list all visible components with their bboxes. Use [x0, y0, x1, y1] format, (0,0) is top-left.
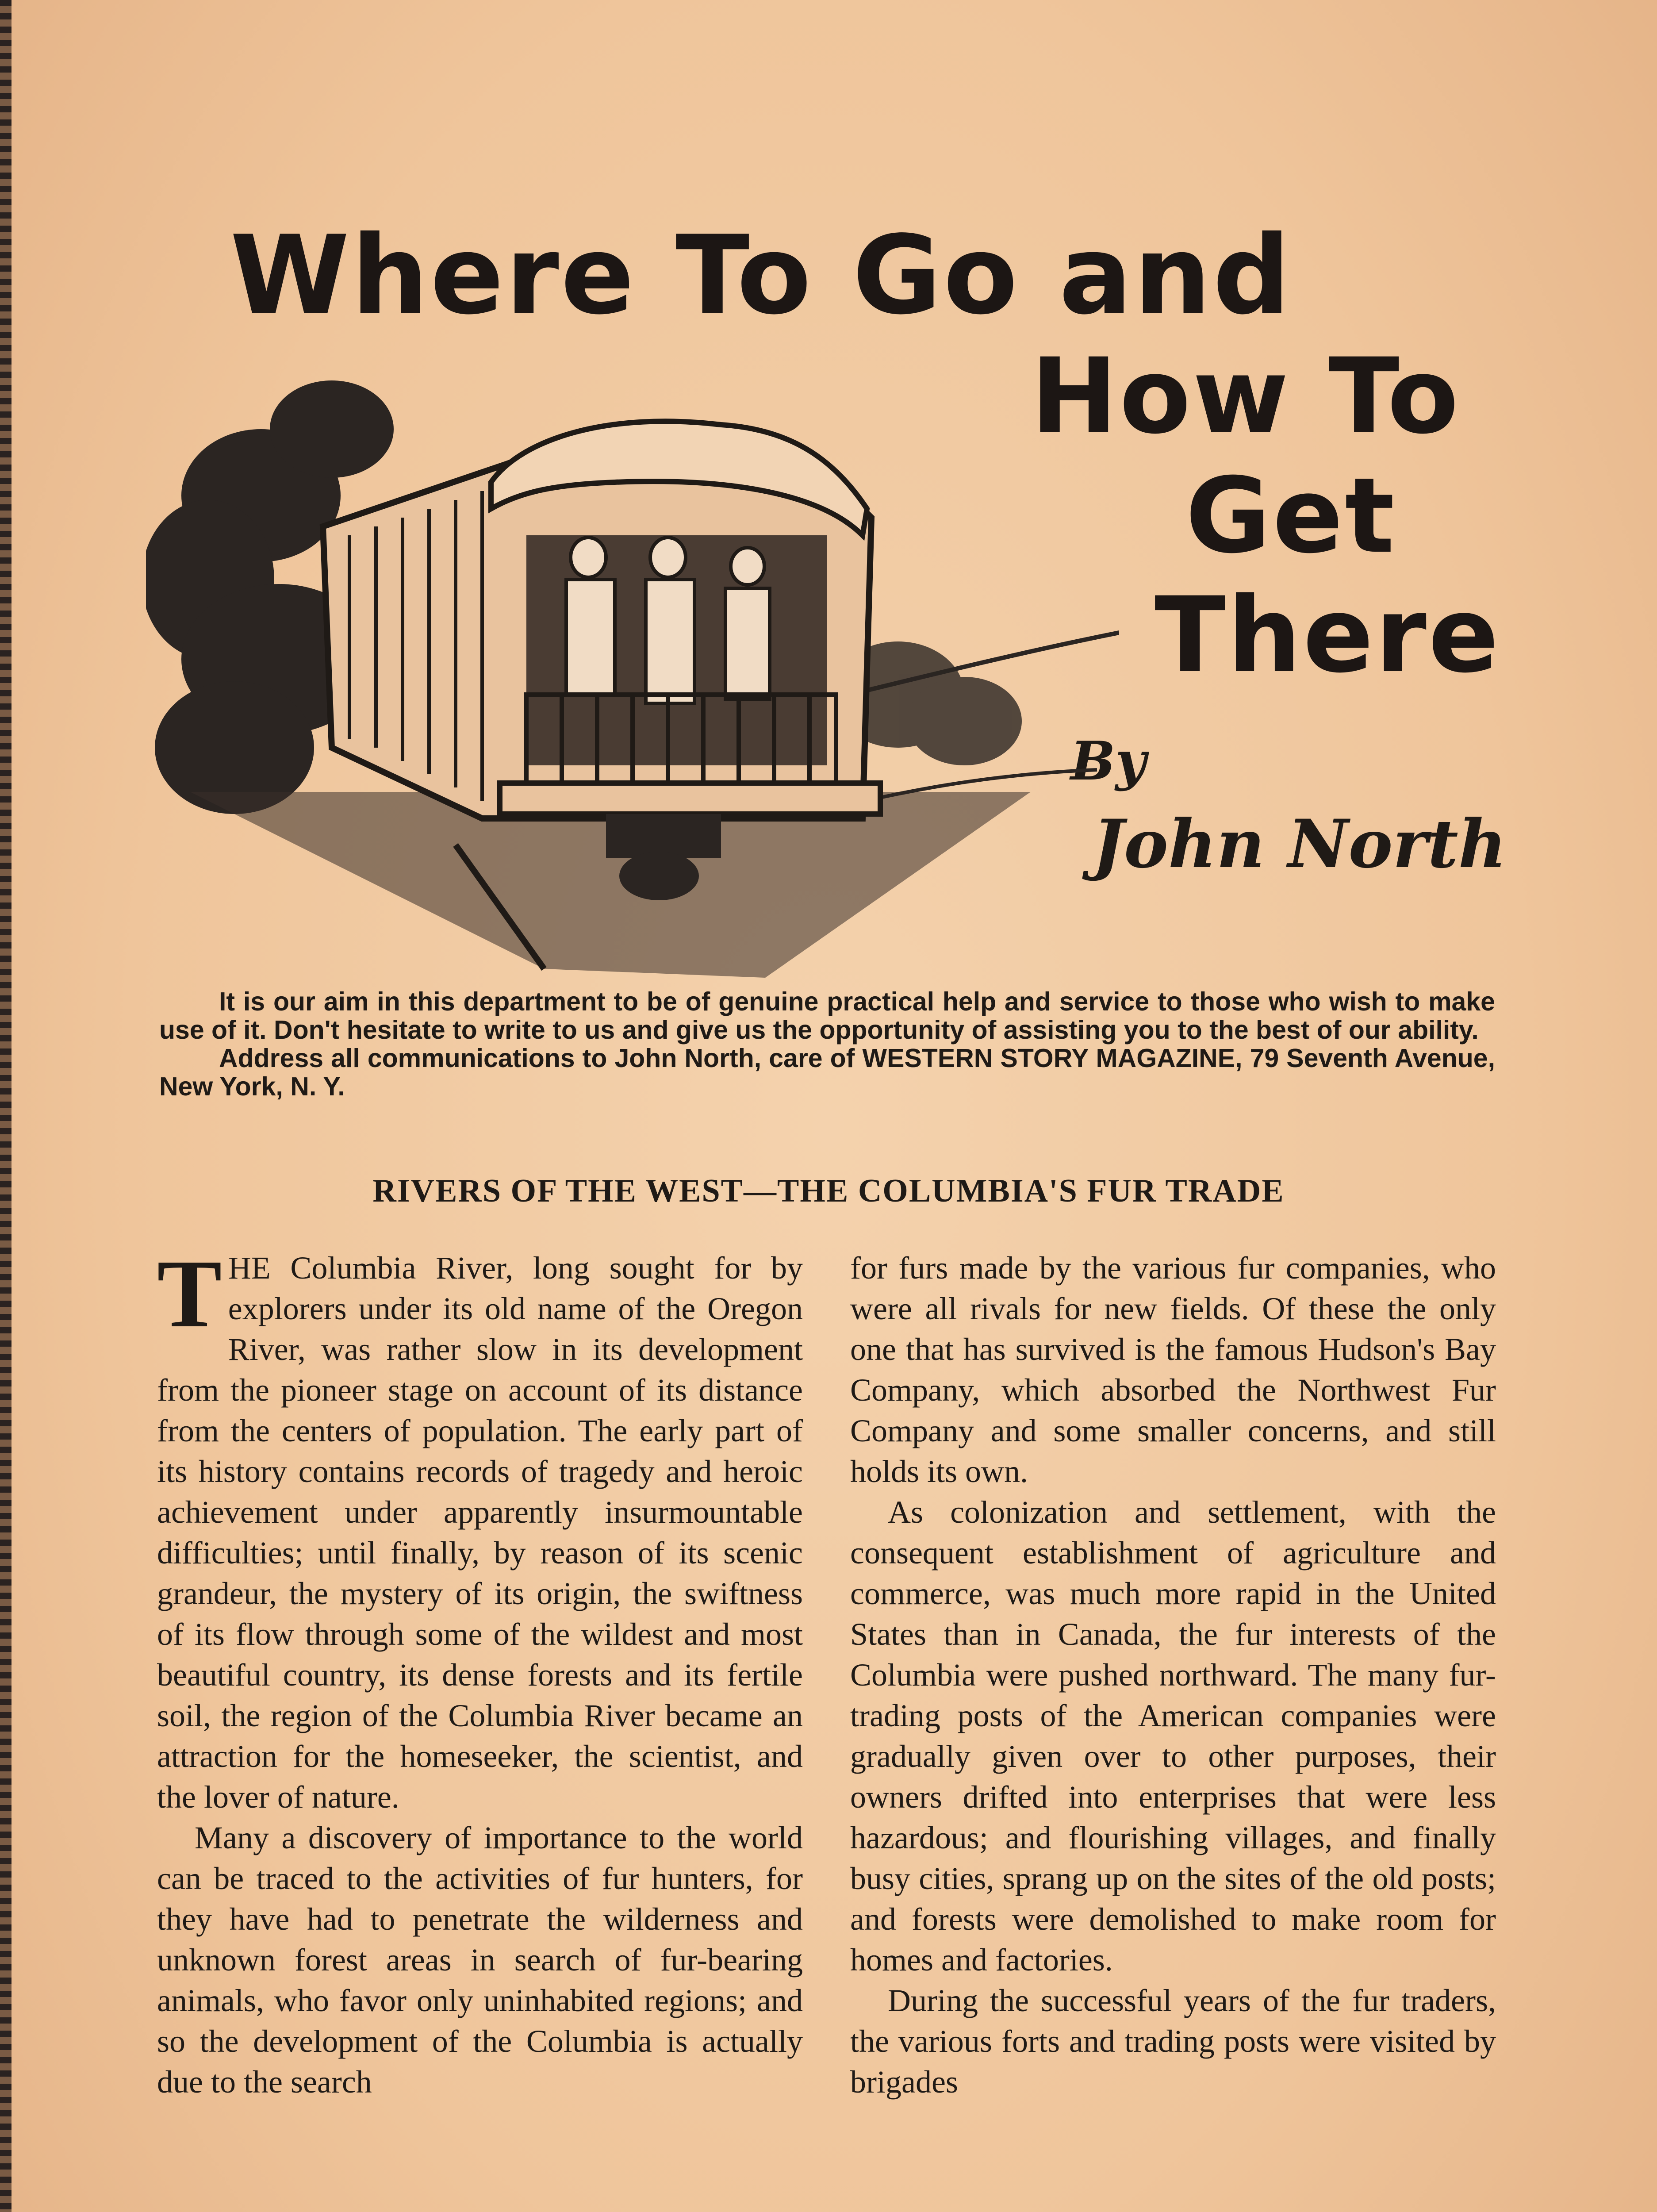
title-line-1: Where To Go and [230, 212, 1293, 338]
article-paragraph: for furs made by the various fur companies, who were all rivals for new fields. Of these the only one that has survived is the famous Hudson's Bay Company, which absorbed the Northwest Fur Company and some smaller concerns, and still holds its own. [850, 1250, 1496, 1489]
drop-cap: T [157, 1240, 222, 1348]
article-heading: RIVERS OF THE WEST—THE COLUMBIA'S FUR TRADE [372, 1173, 1285, 1209]
intro-paragraph: It is our aim in this department to be of genuine practical help and service to those who wish to make use of it. Don't hesitate to write to us and give us the opportunity of assisting you to the best of our ability. [159, 987, 1495, 1045]
byline-author: John North [1093, 805, 1507, 883]
title-line-3: Get [1185, 456, 1396, 576]
byline-by: By [1070, 730, 1147, 792]
article-paragraph: As colonization and settlement, with the consequent establishment of agriculture and commerce, was much more rapid in the United States than in Canada, the fur interests of the Columbia were pushed northward. The many fur-trading posts of the American companies were gradually given over to other purposes, their owners drifted into enterprises that were less hazardous; and flourishing villages, and finally busy cities, sprang up on the sites of the old posts; and forests were demolished to make room for homes and factories. [850, 1494, 1496, 1978]
train-observation-car-illustration [146, 349, 1119, 978]
intro-address: Address all communications to John North, care of WESTERN STORY MAGAZINE, 79 Seventh Avenue, New York, N. Y. [159, 1044, 1495, 1101]
article-column-left [157, 1240, 803, 2102]
paragraph-text: HE Columbia River, long sought for by explorers under its old name of the Oregon River, was rather slow in its development from the pioneer stage on account of its distance from the centers of population. The early part of its history contains records of tragedy and heroic achievement under apparently insurmountable difficulties; until finally, by reason of its scenic grandeur, the mystery of its origin, the swiftness of its flow through some of the wildest and most beautiful country, its dense forests and its fertile soil, the region of the Columbia River became an attraction for the homeseeker, the scientist, and the lover of nature. [157, 1250, 803, 1815]
article-column-right [850, 1248, 1496, 2102]
title-line-4: There [1155, 575, 1501, 696]
article-paragraph: During the successful years of the fur traders, the various forts and trading posts were visited by brigades [850, 1983, 1496, 2100]
intro-notice [159, 987, 1495, 1101]
article-paragraph [157, 1240, 803, 1817]
page-binding-edge [0, 0, 12, 2212]
article-paragraph: Many a discovery of importance to the world can be traced to the activities of fur hunters, for they have had to penetrate the wilderness and unknown forest areas in search of fur-bearing animals, who favor only uninhabited regions; and so the development of the Columbia is actually due to the search [157, 1820, 803, 2100]
title-line-2: How To [1031, 336, 1461, 457]
